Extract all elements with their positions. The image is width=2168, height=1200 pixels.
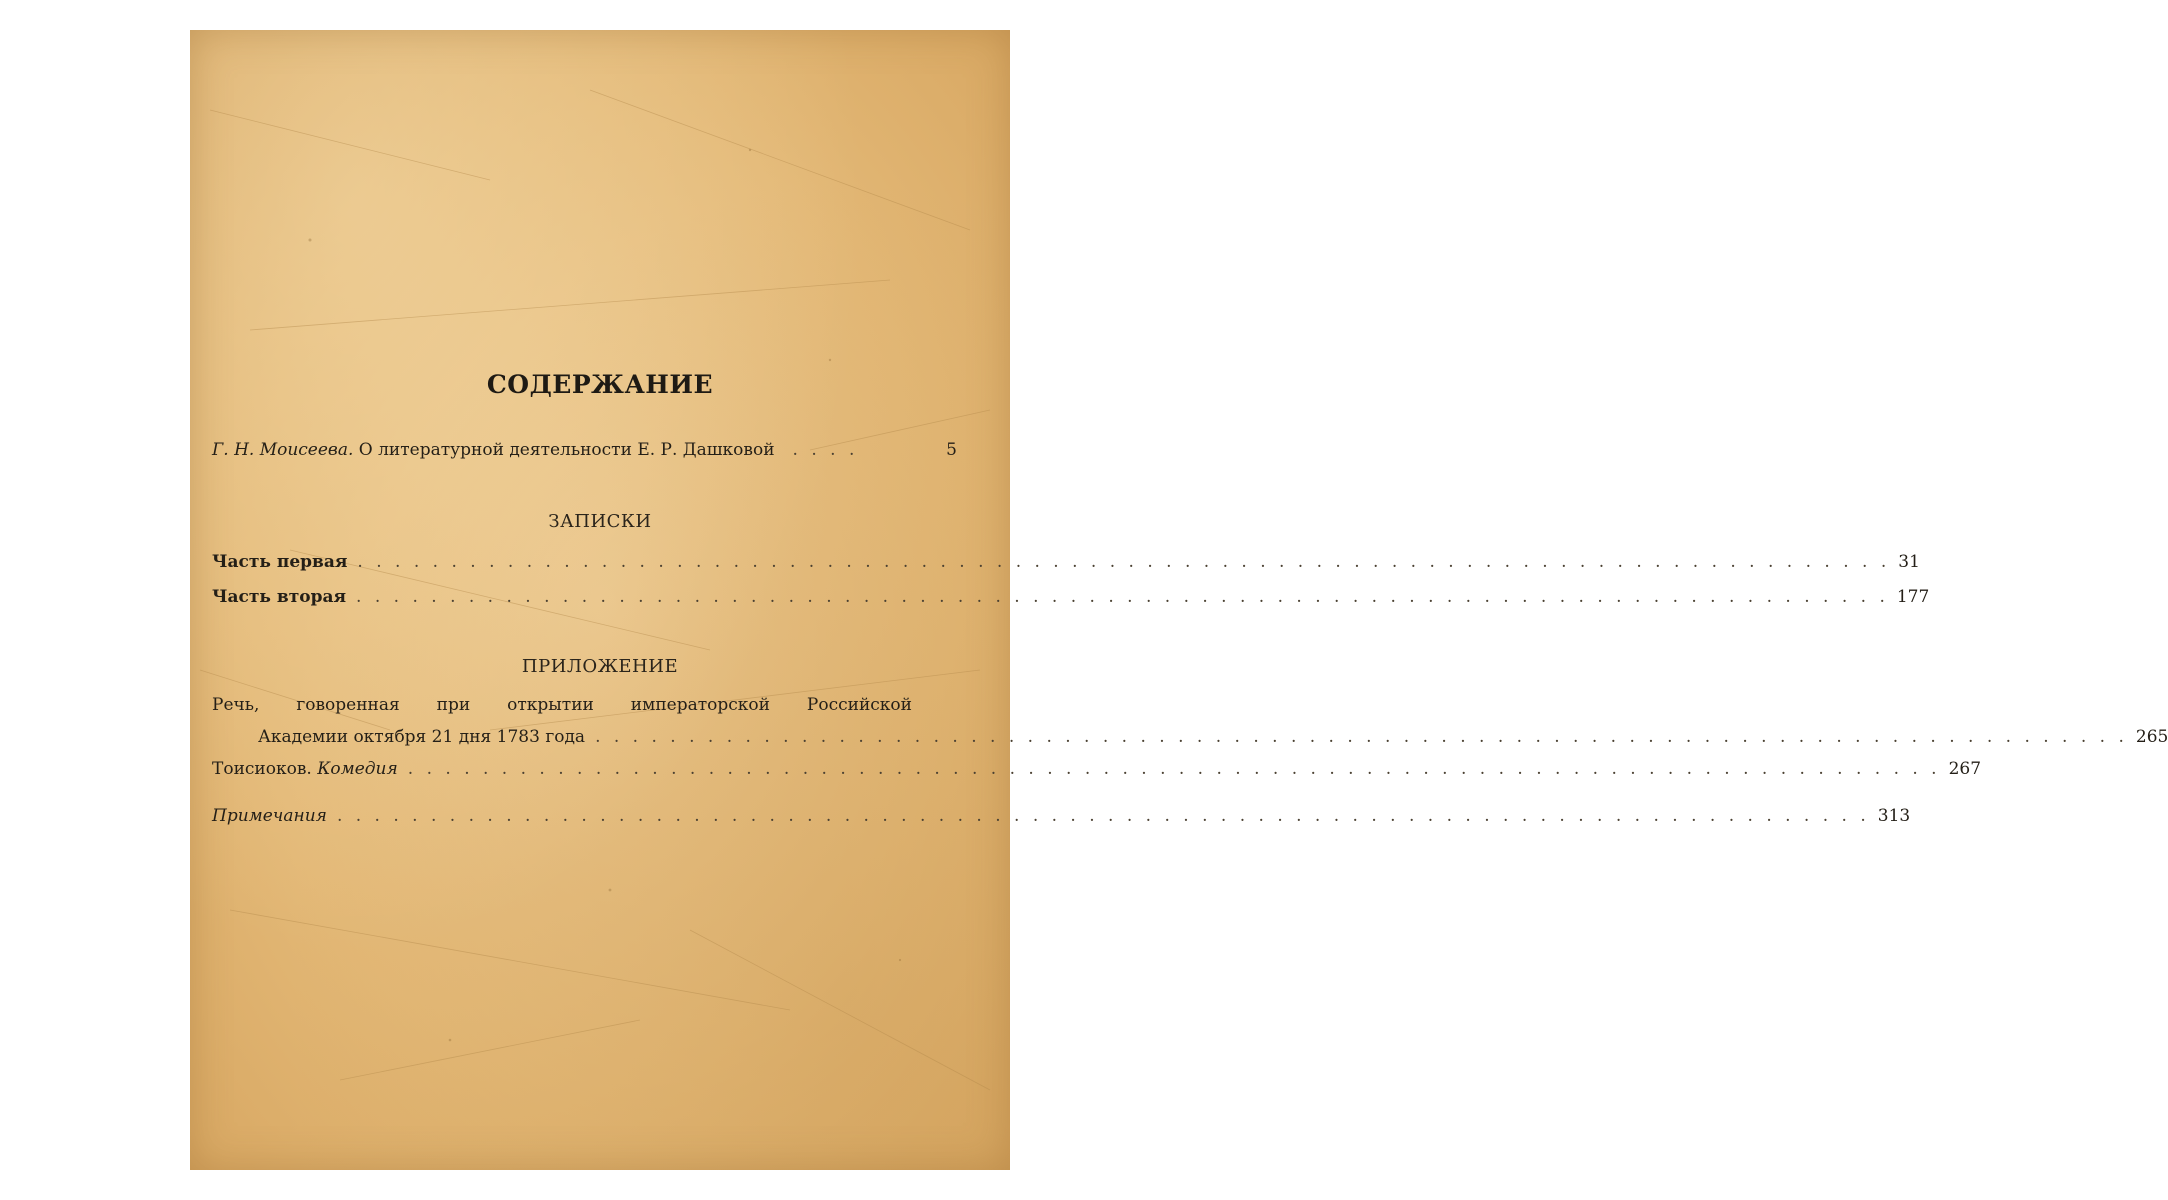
toc-entry-leader: . . . . . . . . . . . . . . . . . . . . . . . . . . . . . . . . . . . . . . . . . . . . . . . . . . . . . . . . . . . . . . . . . . . . . . . . . . . . . . . . . . <box>357 552 1891 572</box>
toc-entry-notes <box>212 806 1911 832</box>
toc-entry-speech <box>258 727 2168 753</box>
toc-entry-speech-line1: Речь, говоренная при открытии императорской Российской <box>212 695 912 715</box>
toc-entry-leader: . . . . . . . . . . . . . . . . . . . . . . . . . . . . . . . . . . . . . . . . . . . . . . . . . . . . . . . . . . . . . . . . . . . . . . . . . . . . . . . . . . <box>407 759 1941 779</box>
section-heading-zapiski: ЗАПИСКИ <box>548 511 652 532</box>
toc-entry-intro <box>212 440 957 466</box>
toc-entry-leader: . . . . . . . . . . . . . . . . . . . . . . . . . . . . . . . . . . . . . . . . . . . . . . . . . . . . . . . . . . . . . . . . . . . . . . . . . . . . . . . . . . <box>336 806 1870 826</box>
toc-entry-part-two <box>212 587 1930 613</box>
toc-entry-author: Тоисиоков. <box>212 759 312 779</box>
toc-entry-page: 177 <box>1896 587 1930 607</box>
toc-entry-label: Часть вторая <box>212 587 347 607</box>
toc-entry-page: 5 <box>946 440 957 460</box>
toc-entry-genre: Комедия <box>317 759 398 779</box>
toc-entry-label <box>212 759 398 779</box>
toc-entry-page: 31 <box>1898 552 1920 572</box>
book-page <box>190 30 2168 1170</box>
toc-entry-page: 313 <box>1877 806 1911 826</box>
toc-entry-label: Примечания <box>212 806 327 826</box>
toc-entry-page: 267 <box>1948 759 1982 779</box>
toc-entry-text: О литературной деятельности Е. Р. Дашковой <box>358 440 775 460</box>
toc-entry-label: Академии октября 21 дня 1783 года <box>258 727 586 747</box>
toc-entry-author: Г. Н. Моисеева. <box>212 440 354 460</box>
toc-entry-play <box>212 759 1982 785</box>
toc-entry-label: Часть первая <box>212 552 348 572</box>
toc-entry-page: 265 <box>2135 727 2168 747</box>
toc-entry-leader: . . . . . . . . . . . . . . . . . . . . . . . . . . . . . . . . . . . . . . . . . . . . . . . . . . . . . . . . . . . . . . . . . . . . . . . . . . . . . . . . . . <box>356 587 1889 607</box>
toc-entry-label <box>212 440 775 460</box>
toc-entry-leader: . . . . <box>792 440 859 460</box>
section-heading-prilozhenie: ПРИЛОЖЕНИЕ <box>521 656 679 677</box>
toc-entry-leader: . . . . . . . . . . . . . . . . . . . . . . . . . . . . . . . . . . . . . . . . . . . . . . . . . . . . . . . . . . . . . . . . . . . . . . . . . . . . . . . . . . <box>595 727 2128 747</box>
page-title: СОДЕРЖАНИЕ <box>486 370 714 399</box>
toc-entry-part-one <box>212 552 1920 578</box>
